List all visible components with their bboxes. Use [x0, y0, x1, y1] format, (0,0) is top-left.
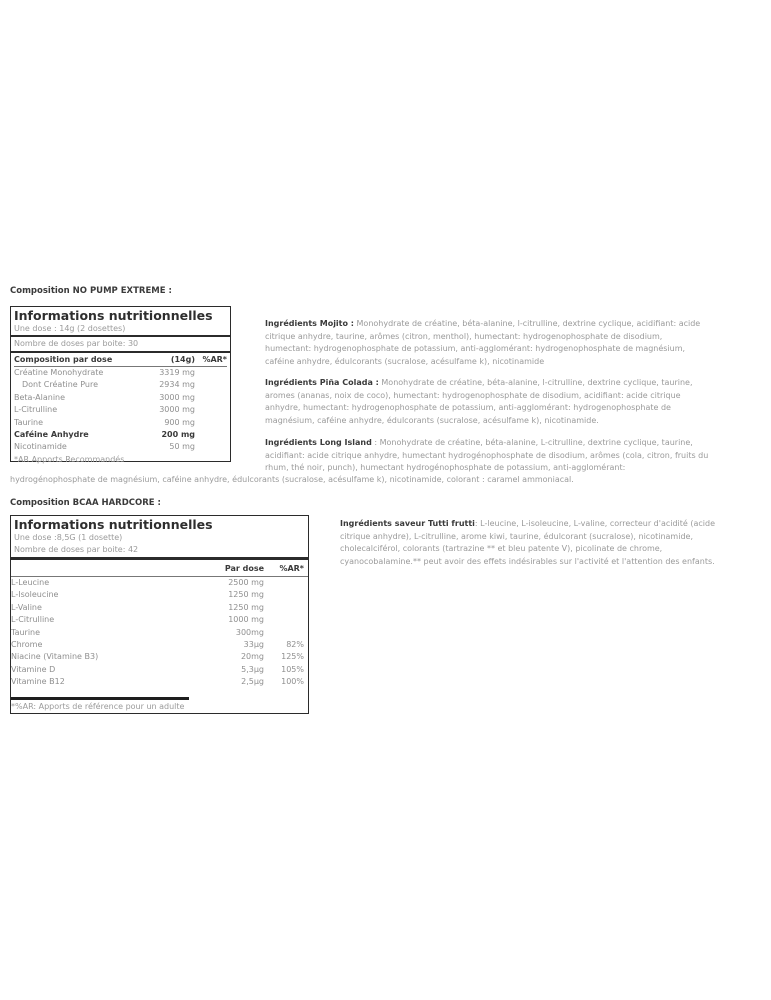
- ingredients-label: Ingrédients Mojito :: [265, 319, 354, 328]
- row-name: Vitamine D: [11, 664, 56, 674]
- doses-per-box: Nombre de doses par boite: 30: [14, 339, 139, 348]
- row-value: 200 mg: [161, 430, 195, 440]
- table-row: [11, 676, 308, 688]
- table-header-row: [14, 353, 227, 366]
- ingredients-label: Ingrédients Piña Colada :: [265, 378, 379, 387]
- row-name: L-Isoleucine: [11, 590, 59, 600]
- row-ar: 100%: [281, 677, 304, 687]
- table-row: [14, 417, 227, 429]
- row-value: 50 mg: [169, 442, 195, 452]
- row-value: 3000 mg: [159, 405, 195, 415]
- row-value: 20mg: [240, 652, 264, 662]
- ingredients-text: hydrogénophosphate de magnésium, caféine anhydre, édulcorants (sucralose, acésulfame k), nicotinamide, colorant : caramel ammoniacal.: [10, 475, 574, 484]
- ingredients-text: citrique anhydre), L-citrulline, arome kiwi, taurine, édulcorant (sucralose), nicotinamide,: [340, 531, 693, 541]
- row-ar: [264, 577, 308, 589]
- ingredients-text: rhum, thé noir, punch), humectant hydrogénophosphate de potassium, anti-agglomérant:: [265, 463, 626, 472]
- ingredients-text: citrique anhydre, taurine, arômes (citron, menthol), humectant: hydrogenophosphate de disodium,: [265, 331, 663, 341]
- header-value: (14g): [170, 355, 195, 364]
- table-row: [11, 627, 308, 639]
- table-row: [14, 429, 227, 441]
- row-value: 5,3µg: [241, 664, 264, 674]
- ingredients-text: Monohydrate de créatine, béta-alanine, l-citrulline, dextrine cyclique, acidifiant: acide: [356, 319, 701, 328]
- row-value: 1250 mg: [228, 602, 264, 612]
- header-name: Composition par dose: [14, 355, 113, 364]
- ingredients-mojito: [265, 318, 765, 368]
- table-row: [14, 379, 227, 391]
- ingredients-pina-colada: [265, 377, 765, 427]
- row-name: Nicotinamide: [14, 442, 67, 452]
- ingredients-text: aromes (ananas, noix de coco), humectant: hydrogenophosphate de disodium, acidifiant: acide citrique: [265, 390, 681, 400]
- table-row: [11, 614, 308, 626]
- ingredients-label: Ingrédients saveur Tutti frutti: [340, 519, 475, 528]
- row-ar: 82%: [286, 640, 304, 650]
- ingredients-text: caféine anhydre, édulcorants (sucralose, acésulfame k), nicotinamide: [265, 356, 545, 366]
- table-row: [14, 367, 227, 379]
- row-value: 900 mg: [164, 417, 195, 427]
- row-ar: [264, 614, 308, 626]
- ingredients-label: Ingrédients Long Island: [265, 438, 372, 447]
- row-value: 1250 mg: [228, 590, 264, 600]
- ingredients-long-island: [265, 437, 771, 475]
- table-header-row: [11, 560, 308, 576]
- ingredients-text: : L-leucine, L-isoleucine, L-valine, correcteur d'acidité (acide: [474, 519, 716, 528]
- table-footnote: *AR Apports Recommandés: [14, 454, 125, 464]
- row-value: 2500 mg: [228, 578, 264, 587]
- table-row: [11, 664, 308, 676]
- table-heading: Informations nutritionnelles: [14, 308, 213, 323]
- header-name: [11, 562, 202, 575]
- row-ar: 105%: [281, 664, 304, 674]
- row-name: L-Citrulline: [14, 405, 58, 415]
- row-name: Taurine: [11, 627, 41, 637]
- row-value: 33µg: [243, 640, 264, 650]
- row-name: L-Valine: [11, 602, 42, 612]
- ingredients-text: humectant: hydrogenophosphate de potassium, anti-agglomérant: hydrogenophosphate de magnésium,: [265, 344, 686, 353]
- dose-info: Une dose : 14g (2 dosettes): [14, 324, 126, 333]
- ingredients-tutti-frutti: [340, 518, 770, 568]
- row-name: Niacine (Vitamine B3): [11, 652, 99, 662]
- row-name: Caféine Anhydre: [14, 430, 89, 440]
- header-value: Par dose: [224, 564, 264, 573]
- ingredients-text: acidifiant: acide citrique anhydre, humectant hydrogénophosphate de disodium, arômes (cola, citron, fruits du: [265, 450, 709, 460]
- dose-info: Une dose :8,5G (1 dosette): [14, 533, 123, 542]
- section-title-bcaa: Composition BCAA HARDCORE :: [10, 498, 161, 508]
- table-row: [11, 602, 308, 614]
- row-value: 1000 mg: [228, 615, 264, 625]
- row-ar: [264, 589, 308, 601]
- nutrition-table-no-pump: [10, 306, 231, 462]
- table-row: [11, 639, 308, 651]
- row-value: 3319 mg: [159, 368, 195, 377]
- header-ar: %AR*: [202, 355, 227, 364]
- row-value: 2,5µg: [241, 677, 264, 687]
- doses-per-box: Nombre de doses par boite: 42: [14, 545, 139, 554]
- header-ar: %AR*: [279, 564, 304, 573]
- row-name: Taurine: [14, 417, 44, 427]
- table-row: [14, 441, 227, 453]
- ingredients-text: cyanocobalamine.** peut avoir des effets indésirables sur l'activité et l'attention des enfants.: [340, 556, 715, 566]
- section-title-no-pump: Composition NO PUMP EXTREME :: [10, 286, 172, 296]
- row-value: 300mg: [235, 627, 264, 637]
- row-value: 2934 mg: [159, 380, 195, 390]
- row-value: 3000 mg: [159, 392, 195, 402]
- row-name: Créatine Monohydrate: [14, 368, 104, 377]
- table-row: [11, 589, 308, 601]
- row-name: Vitamine B12: [11, 677, 65, 687]
- ingredients-text: Monohydrate de créatine, béta-alanine, l-citrulline, dextrine cyclique, taurine,: [381, 378, 693, 387]
- table-footnote: *%AR: Apports de référence pour un adulte: [11, 701, 185, 711]
- row-name: L-Citrulline: [11, 615, 55, 625]
- table-row: [11, 651, 308, 663]
- nutrition-table-bcaa: [10, 515, 309, 714]
- ingredients-text: cholecalciférol, colorants (tartrazine ** et bleu patente V), picolinate de chrome,: [340, 544, 663, 553]
- row-name: Beta-Alanine: [14, 392, 66, 402]
- ingredients-text: magnésium, caféine anhydre, édulcorants (sucralose, acésulfame k), nicotinamide.: [265, 415, 599, 425]
- row-ar: 125%: [281, 652, 304, 662]
- table-heading: Informations nutritionnelles: [14, 517, 213, 532]
- row-name: Chrome: [11, 640, 43, 650]
- row-name: Dont Créatine Pure: [22, 380, 99, 390]
- ingredients-text: : Monohydrate de créatine, béta-alanine, L-citrulline, dextrine cyclique, taurine,: [374, 438, 693, 447]
- ingredients-text: anhydre, humectant: hydrogenophosphate de potassium, anti-agglomérant: hydrogenophosphate de: [265, 403, 671, 412]
- row-ar: [264, 602, 308, 614]
- row-ar: [264, 627, 308, 639]
- table-row: [14, 404, 227, 416]
- table-row: [14, 392, 227, 404]
- table-row: [11, 577, 308, 589]
- row-name: L-Leucine: [11, 578, 50, 587]
